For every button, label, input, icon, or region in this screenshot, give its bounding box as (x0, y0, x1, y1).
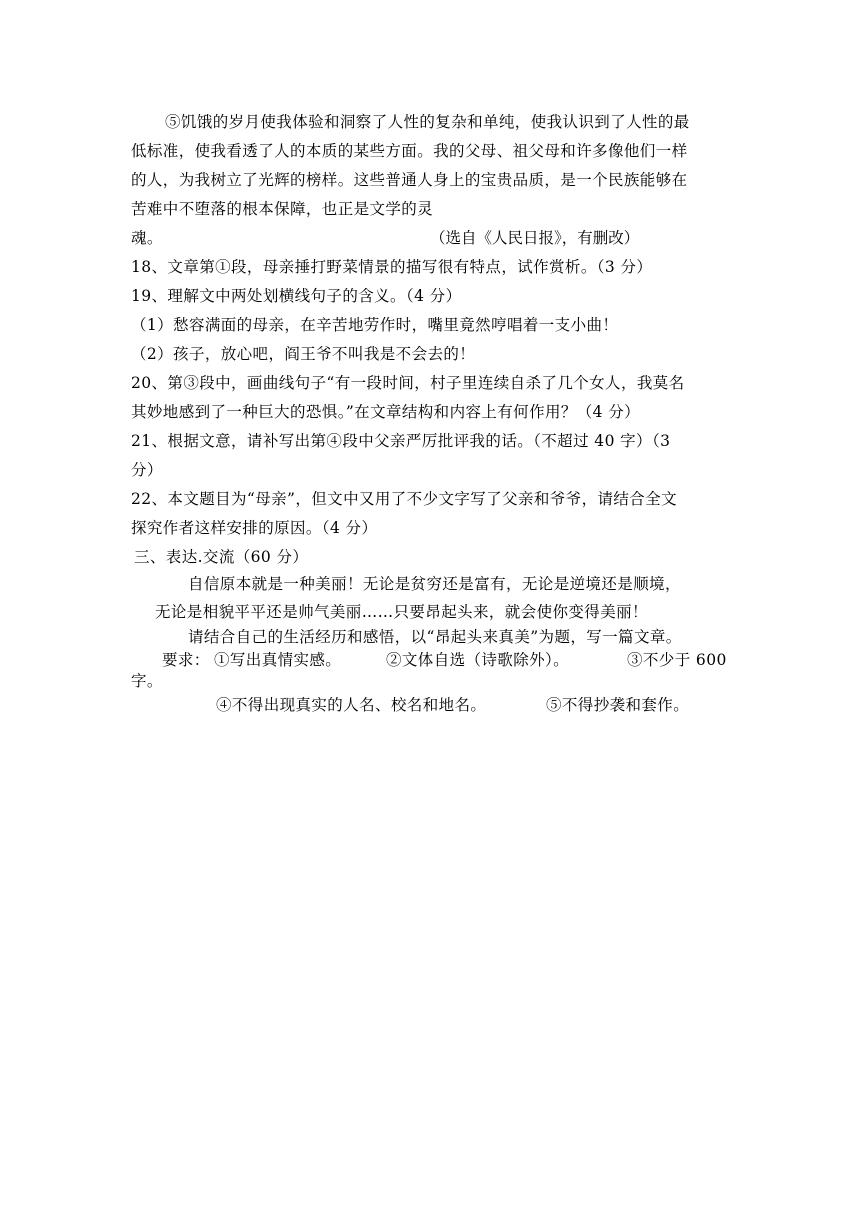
question-22-line-1: 22、本文题目为“母亲”，但文中又用了不少文字写了父亲和爷爷，请结合全文 (131, 490, 677, 508)
question-19-part-2: （2）孩子，放心吧，阎王爷不叫我是不会去的！ (131, 345, 476, 363)
question-19-part-1: （1）愁容满面的母亲，在辛苦地劳作时，嘴里竟然哼唱着一支小曲！ (131, 316, 619, 334)
question-20-line-2: 其妙地感到了一种巨大的恐惧。”在文章结构和内容上有何作用？（4 分） (131, 403, 641, 421)
source-citation: （选自《人民日报》，有删改） (430, 229, 640, 247)
paragraph-5-line-5: 魂。 (131, 229, 163, 247)
section-3-heading: 三、表达.交流（60 分） (134, 548, 309, 566)
section-3-intro-line-2: 无论是相貌平平还是帅气美丽……只要昂起头来，就会使你变得美丽！ (155, 603, 648, 621)
requirement-4: ④不得出现真实的人名、校名和地名。 (216, 696, 487, 714)
question-21-line-2: 分） (131, 461, 163, 479)
question-22-line-2: 探究作者这样安排的原因。（4 分） (131, 519, 378, 537)
requirement-3: ③不少于 600 (627, 651, 727, 669)
question-20-line-1: 20、第③段中，画曲线句子“有一段时间，村子里连续自杀了几个女人，我莫名 (131, 374, 685, 392)
paragraph-5-line-2: 低标准，使我看透了人的本质的某些方面。我的父母、祖父母和许多像他们一样 (131, 142, 688, 160)
requirement-3-continued: 字。 (131, 672, 163, 690)
requirement-1: ①写出真情实感。 (214, 651, 342, 669)
requirements-label: 要求： (162, 651, 210, 669)
paragraph-5-line-3: 的人，为我树立了光辉的榜样。这些普通人身上的宝贵品质，是一个民族能够在 (131, 171, 688, 189)
paragraph-5-line-4: 苦难中不堕落的根本保障，也正是文学的灵 (131, 200, 434, 218)
question-19: 19、理解文中两处划横线句子的含义。（4 分） (131, 287, 462, 305)
paragraph-5-line-1: ⑤饥饿的岁月使我体验和洞察了人性的复杂和单纯，使我认识到了人性的最 (165, 113, 690, 131)
question-21-line-1: 21、根据文意，请补写出第④段中父亲严厉批评我的话。（不超过 40 字）（3 (131, 432, 671, 450)
question-18: 18、文章第①段，母亲捶打野菜情景的描写很有特点，试作赏析。（3 分） (131, 258, 653, 276)
requirement-5: ⑤不得抄袭和套作。 (546, 696, 690, 714)
section-3-intro-line-1: 自信原本就是一种美丽！无论是贫穷还是富有，无论是逆境还是顺境， (188, 575, 681, 593)
section-3-task: 请结合自己的生活经历和感悟，以“昂起头来真美”为题，写一篇文章。 (188, 628, 682, 646)
requirement-2: ②文体自选（诗歌除外）。 (386, 651, 570, 669)
